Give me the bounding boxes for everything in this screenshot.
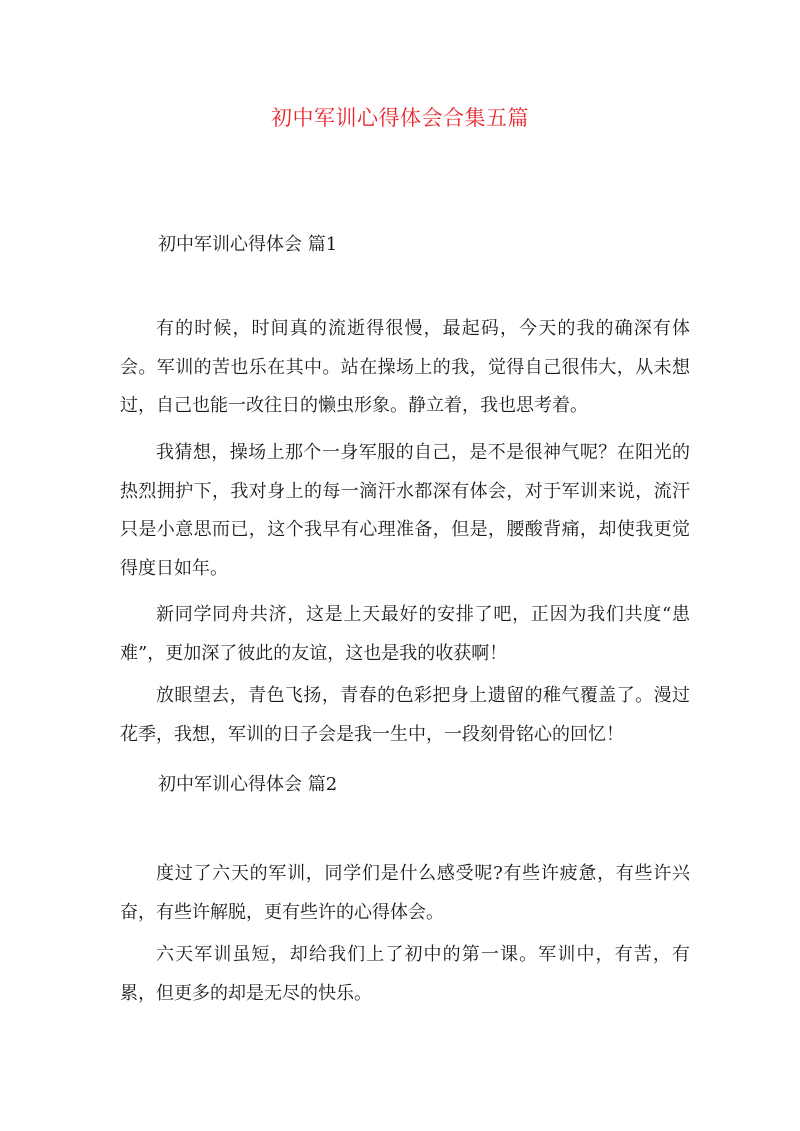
paragraph-2-1: 度过了六天的军训，同学们是什么感受呢?有些许疲惫，有些许兴奋，有些许解脱，更有些许的心得体会。 xyxy=(120,863,690,923)
section-heading-2: 初中军训心得体会 篇2 xyxy=(158,774,338,795)
paragraph-1-2: 我猜想，操场上那个一身军服的自己，是不是很神气呢？在阳光的热烈拥护下，我对身上的每一滴汗水都深有体会，对于军训来说，流汗只是小意思而已，这个我早有心理准备，但是，腰酸背痛，却使我更觉得度日如年。 xyxy=(120,442,690,579)
paragraph-1-4: 放眼望去，青色飞扬，青春的色彩把身上遗留的稚气覆盖了。漫过花季，我想，军训的日子会是我一生中，一段刻骨铭心的回忆！ xyxy=(120,685,690,745)
section-heading-1: 初中军训心得体会 篇1 xyxy=(158,234,338,255)
paragraph-1-3: 新同学同舟共济，这是上天最好的安排了吧，正因为我们共度“患难”，更加深了彼此的友谊，这也是我的收获啊！ xyxy=(120,604,690,664)
document-title: 初中军训心得体会合集五篇 xyxy=(271,106,529,130)
paragraph-2-2: 六天军训虽短，却给我们上了初中的第一课。军训中，有苦，有累，但更多的却是无尽的快乐。 xyxy=(120,944,690,1004)
paragraph-1-1: 有的时候，时间真的流逝得很慢，最起码，今天的我的确深有体会。军训的苦也乐在其中。站在操场上的我，觉得自己很伟大，从未想过，自己也能一改往日的懒虫形象。静立着，我也思考着。 xyxy=(120,318,690,416)
